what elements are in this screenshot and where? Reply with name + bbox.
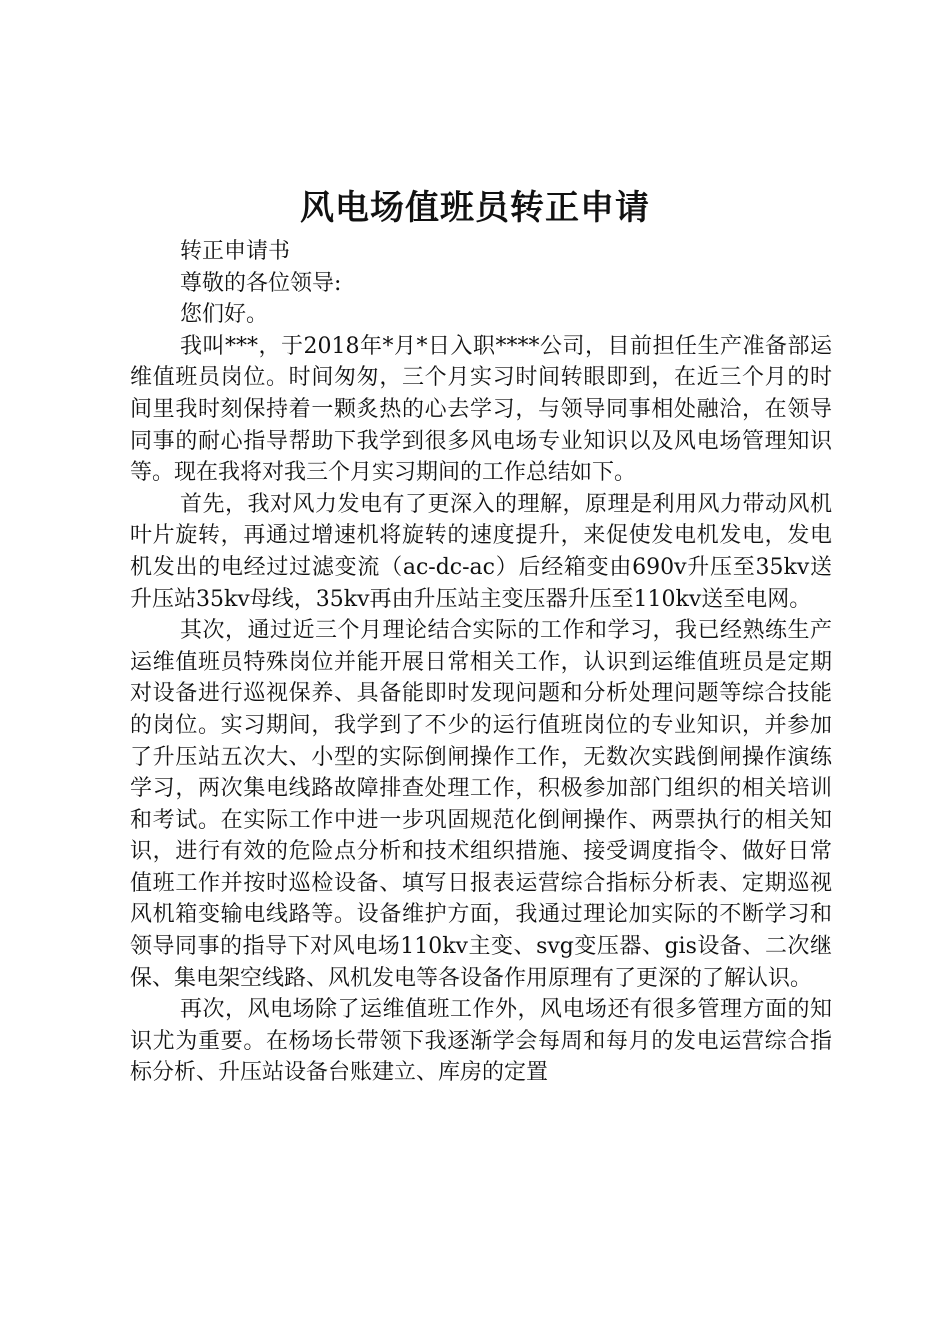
greeting-line: 您们好。 [180,302,269,328]
document-title: 风电场值班员转正申请 [300,188,650,228]
salutation-line: 尊敬的各位领导: [180,270,342,296]
paragraph-third: 再次，风电场除了运维值班工作外，风电场还有很多管理方面的知识尤为重要。在杨场长带领下我逐渐学会每周和每月的发电运营综合指标分析、升压站设备台账建立、库房的定置 [130,997,832,1086]
paragraph-second: 其次，通过近三个月理论结合实际的工作和学习，我已经熟练生产运维值班员特殊岗位并能开展日常相关工作，认识到运维值班员是定期对设备进行巡视保养、具备能即时发现问题和分析处理问题等综合技能的岗位。实习期间，我学到了不少的运行值班岗位的专业知识，并参加了升压站五次大、小型的实际倒闸操作工作，无数次实践倒闸操作演练学习，两次集电线路故障排查处理工作，积极参加部门组织的相关培训和考试。在实际工作中进一步巩固规范化倒闸操作、两票执行的相关知识，进行有效的危险点分析和技术组织措施、接受调度指令、做好日常值班工作并按时巡检设备、填写日报表运营综合指标分析表、定期巡视风机箱变输电线路等。设备维护方面，我通过理论加实际的不断学习和领导同事的指导下对风电场110kv主变、svg变压器、gis设备、二次继保、集电架空线路、风机发电等各设备作用原理有了更深的了解认识。 [130,618,832,991]
document-body [130,236,832,1089]
heading-line: 转正申请书 [180,239,291,264]
paragraph-intro: 我叫***，于2018年*月*日入职****公司，目前担任生产准备部运维值班员岗位。时间匆匆，三个月实习时间转眼即到，在近三个月的时间里我时刻保持着一颗炙热的心去学习，与领导同事相处融洽，在领导同事的耐心指导帮助下我学到很多风电场专业知识以及风电场管理知识等。现在我将对我三个月实习期间的工作总结如下。 [130,333,832,486]
paragraph-first: 首先，我对风力发电有了更深入的理解，原理是利用风力带动风机叶片旋转，再通过增速机将旋转的速度提升，来促使发电机发电，发电机发出的电经过过滤变流（ac-dc-ac）后经箱变由690v升压至35kv送升压站35kv母线，35kv再由升压站主变压器升压至110kv送至电网。 [130,491,832,612]
